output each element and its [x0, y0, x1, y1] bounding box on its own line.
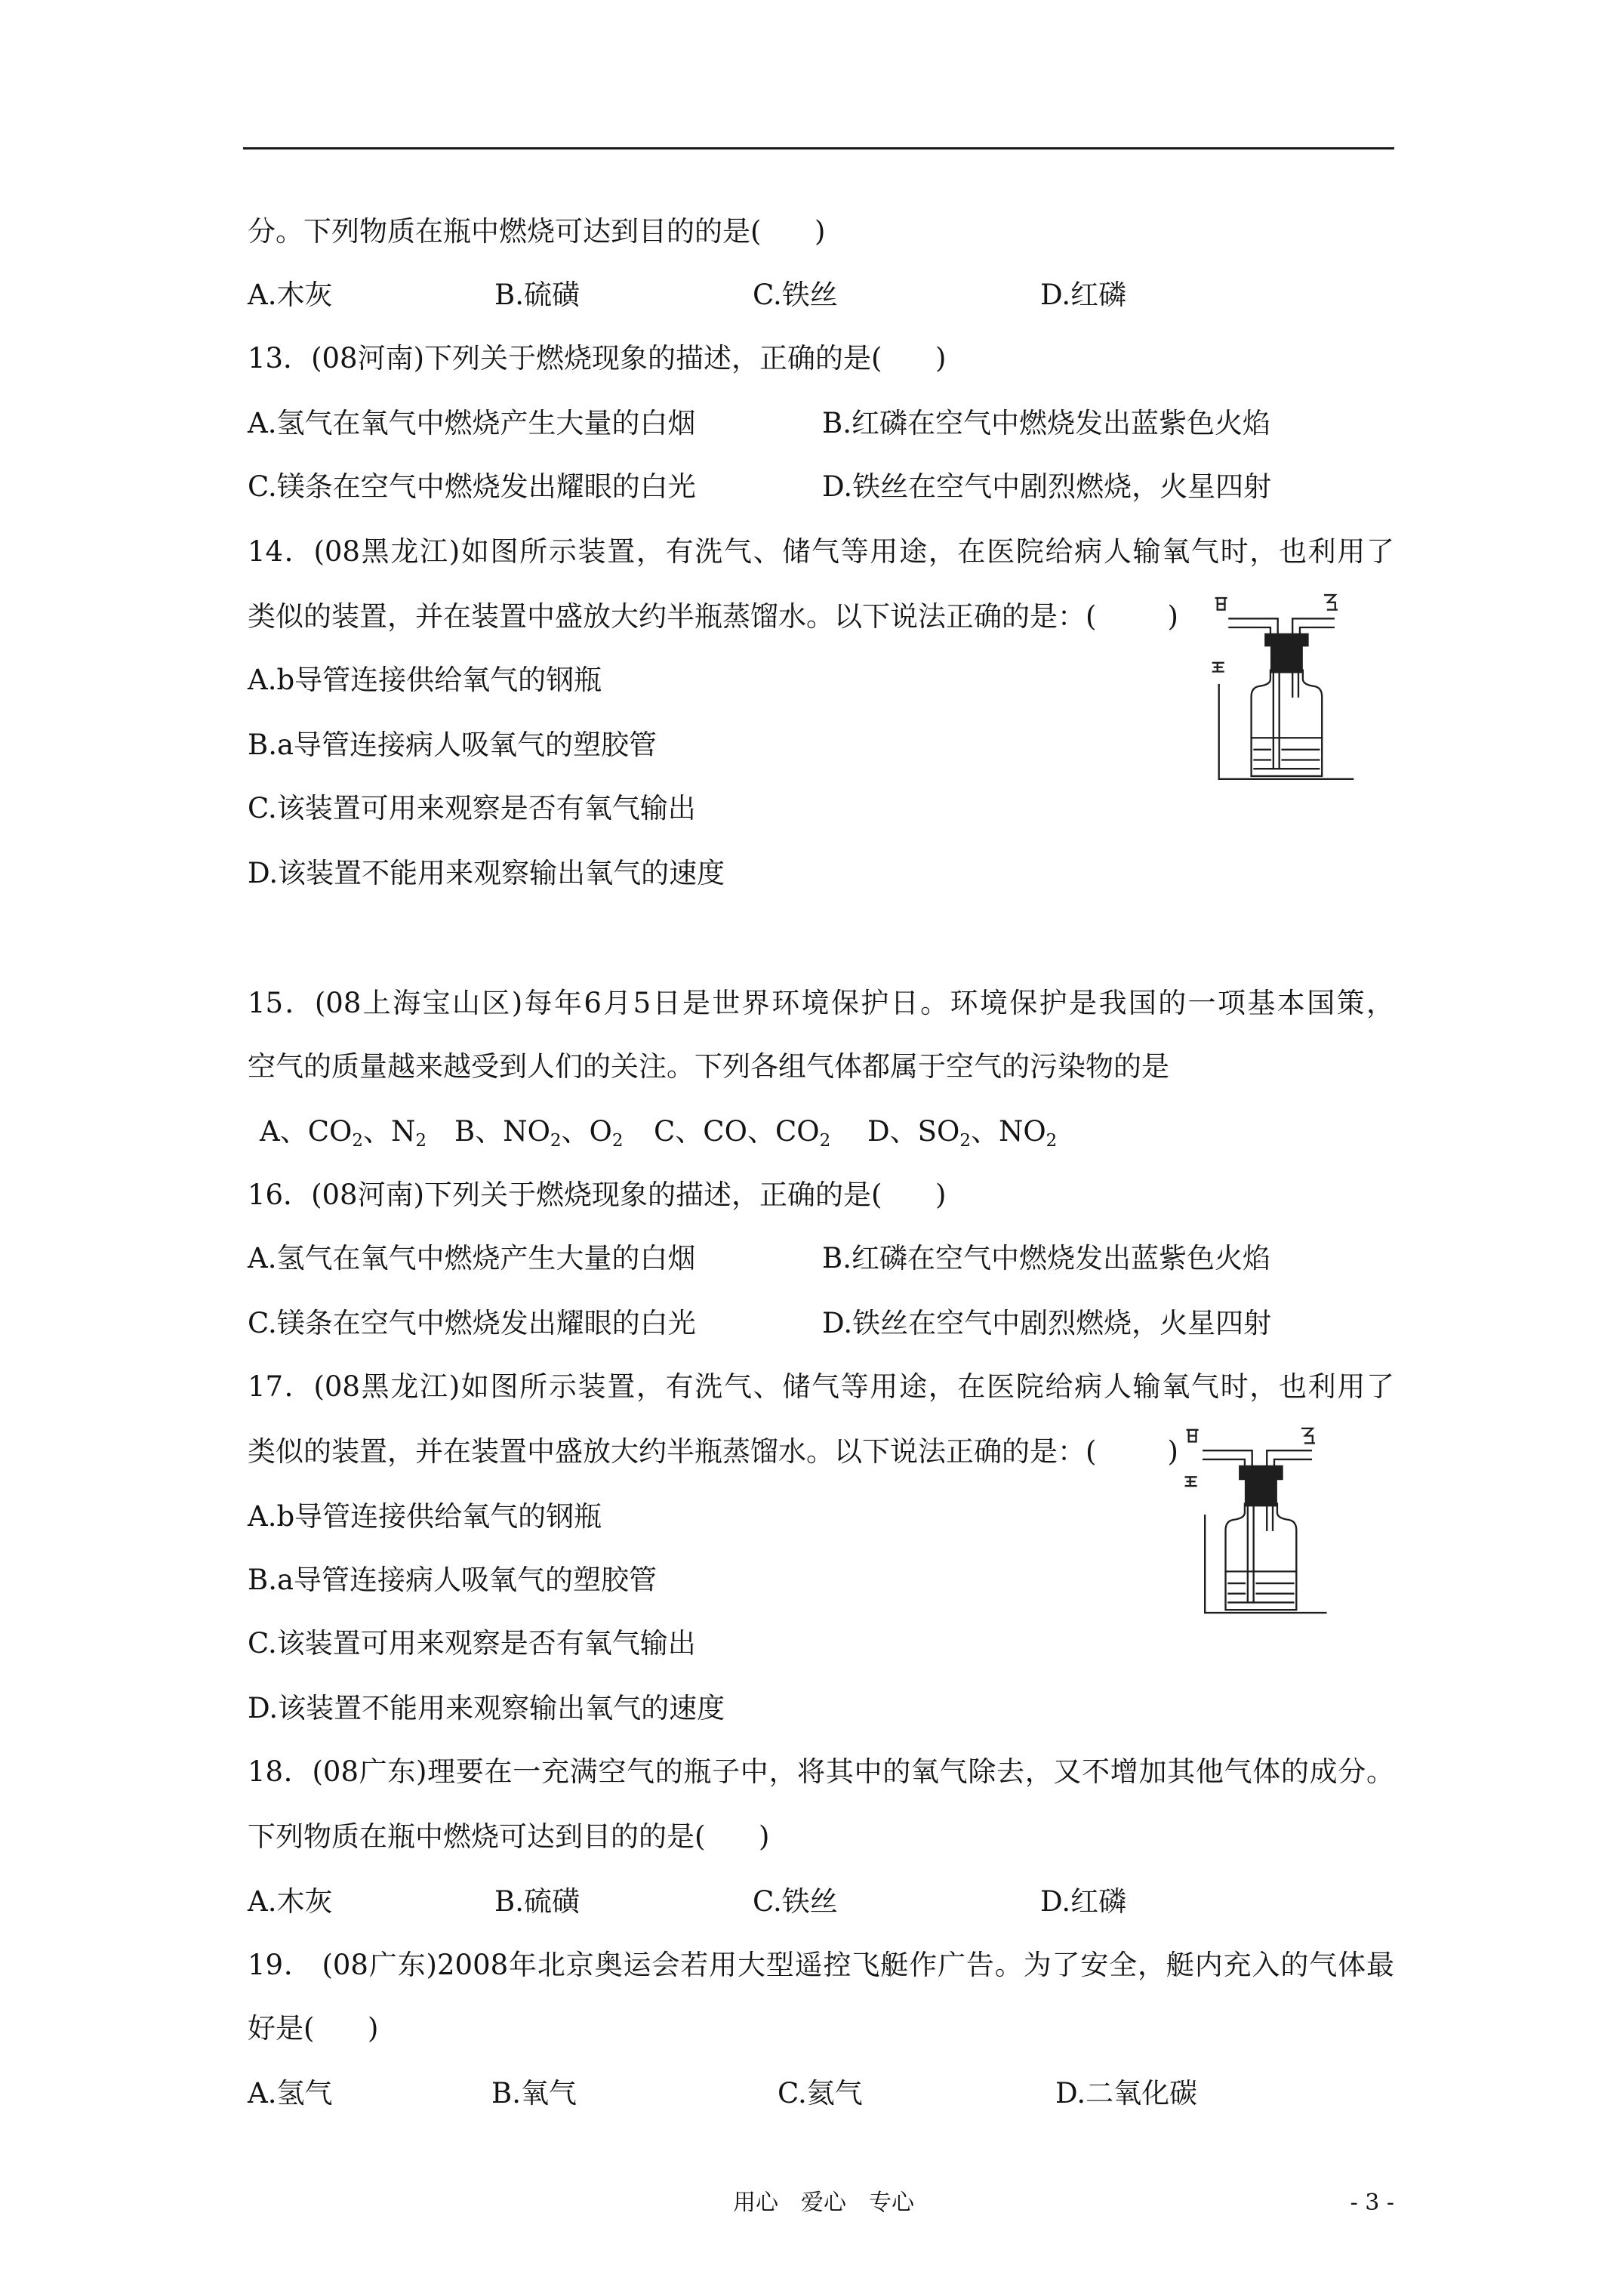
water-hatching [1228, 1583, 1293, 1602]
q19-option-b: B.氧气 [491, 2077, 577, 2110]
q13-stem: 13．(08河南)下列关于燃烧现象的描述，正确的是( ) [248, 342, 947, 374]
label-mark-top-left [1187, 1430, 1198, 1442]
q16-stem: 16．(08河南)下列关于燃烧现象的描述，正确的是( ) [248, 1179, 947, 1211]
q19-stem-line-2: 好是( ) [248, 2012, 379, 2045]
q16-option-c: C.镁条在空气中燃烧发出耀眼的白光 [248, 1307, 696, 1339]
short-inner-tube [1292, 673, 1298, 696]
formula-subscript: 2 [550, 1130, 562, 1151]
q15-option-b: B、$NO_2$、$O_2$ [454, 1115, 624, 1151]
q14-stem-line-1: 14．(08黑龙江)如图所示装置，有洗气、储气等用途，在医院给病人输氧气时，也利用了 [248, 535, 1394, 568]
label-mark-top-left [1216, 598, 1227, 610]
q13-option-a: A.氢气在氧气中燃烧产生大量的白烟 [248, 407, 696, 439]
formula-subscript: 2 [415, 1130, 427, 1151]
formula-subscript: 2 [611, 1130, 624, 1151]
q12-stem-tail: 分。下列物质在瓶中燃烧可达到目的的是( ) [248, 215, 826, 248]
formula-subscript: 2 [1046, 1130, 1058, 1151]
q16-option-a: A.氢气在氧气中燃烧产生大量的白烟 [248, 1242, 696, 1274]
q13-option-d: D.铁丝在空气中剧烈燃烧，火星四射 [822, 470, 1272, 503]
q17-option-b: B.a导管连接病人吸氧气的塑胶管 [248, 1564, 658, 1596]
header-rule [243, 147, 1394, 149]
q14-gas-bottle-figure [1210, 590, 1357, 782]
q12-option-a: A.木灰 [248, 279, 333, 311]
q17-gas-bottle-figure [1181, 1424, 1335, 1616]
q19-option-c: C.氦气 [778, 2077, 863, 2110]
long-inner-tube [1273, 673, 1280, 769]
q13-option-c: C.镁条在空气中燃烧发出耀眼的白光 [248, 470, 696, 503]
stand-line [1219, 685, 1353, 779]
rubber-stopper [1264, 633, 1309, 673]
q18-option-c: C.铁丝 [753, 1885, 838, 1918]
short-inner-tube [1267, 1506, 1273, 1530]
q14-option-d: D.该装置不能用来观察输出氧气的速度 [248, 857, 725, 889]
q17-stem-line-1: 17．(08黑龙江)如图所示装置，有洗气、储气等用途，在医院给病人输氧气时，也利用了 [248, 1370, 1394, 1403]
q12-option-d: D.红磷 [1040, 279, 1127, 311]
q19-option-d: D.二氧化碳 [1055, 2077, 1198, 2110]
q12-option-c: C.铁丝 [753, 279, 838, 311]
q15-stem-line-1: 15．(08上海宝山区)每年6月5日是世界环境保护日。环境保护是我国的一项基本国策， [248, 987, 1394, 1019]
q18-option-b: B.硫磺 [494, 1885, 580, 1918]
q16-option-d: D.铁丝在空气中剧烈燃烧，火星四射 [822, 1307, 1272, 1339]
q18-stem-line-2: 下列物质在瓶中燃烧可达到目的的是( ) [248, 1820, 770, 1853]
q15-option-a: A、$CO_2$、$N_2$ [260, 1115, 427, 1151]
q14-option-c: C.该装置可用来观察是否有氧气输出 [248, 792, 696, 824]
label-mark-top-right [1302, 1428, 1314, 1444]
label-mark-left-middle [1213, 663, 1224, 672]
q14-option-a: A.b导管连接供给氧气的钢瓶 [248, 664, 602, 696]
q14-option-b: B.a导管连接病人吸氧气的塑胶管 [248, 729, 658, 761]
q19-stem-line-1: 19． (08广东)2008年北京奥运会若用大型遥控飞艇作广告。为了安全，艇内充入的气体最 [248, 1949, 1394, 1981]
formula-subscript: 2 [352, 1130, 363, 1151]
label-mark-top-right [1325, 595, 1337, 610]
formula-subscript: 2 [959, 1130, 971, 1151]
water-hatching [1255, 750, 1320, 769]
formula-subscript: 2 [819, 1130, 831, 1151]
page-number: - 3 - [1350, 2190, 1394, 2216]
q16-option-b: B.红磷在空气中燃烧发出蓝紫色火焰 [822, 1242, 1270, 1274]
q15-option-d: D、$SO_2$、$NO_2$ [867, 1115, 1058, 1151]
q19-option-a: A.氢气 [248, 2077, 333, 2110]
long-inner-tube [1248, 1506, 1254, 1602]
q15-stem-line-2: 空气的质量越来越受到人们的关注。下列各组气体都属于空气的污染物的是 [248, 1050, 1169, 1083]
stand-line [1205, 1515, 1326, 1613]
q17-stem-line-2: 类似的装置，并在装置中盛放大约半瓶蒸馏水。以下说法正确的是：( ) [248, 1435, 1178, 1468]
q18-stem-line-1: 18．(08广东)理要在一充满空气的瓶子中，将其中的氧气除去，又不增加其他气体的成分。 [248, 1755, 1394, 1788]
rubber-stopper [1239, 1465, 1283, 1507]
q18-option-d: D.红磷 [1040, 1885, 1127, 1918]
label-mark-left-middle [1186, 1477, 1196, 1486]
q18-option-a: A.木灰 [248, 1885, 333, 1918]
q17-option-a: A.b导管连接供给氧气的钢瓶 [248, 1500, 602, 1533]
q17-option-c: C.该装置可用来观察是否有氧气输出 [248, 1627, 696, 1660]
q14-stem-line-2: 类似的装置，并在装置中盛放大约半瓶蒸馏水。以下说法正确的是：( ) [248, 600, 1178, 633]
q13-option-b: B.红磷在空气中燃烧发出蓝紫色火焰 [822, 407, 1270, 439]
footer-motto: 用心 爱心 专心 [733, 2190, 914, 2216]
q12-option-b: B.硫磺 [494, 279, 580, 311]
q17-option-d: D.该装置不能用来观察输出氧气的速度 [248, 1692, 725, 1724]
q15-option-c: C、CO、$CO_2$ [654, 1115, 831, 1151]
